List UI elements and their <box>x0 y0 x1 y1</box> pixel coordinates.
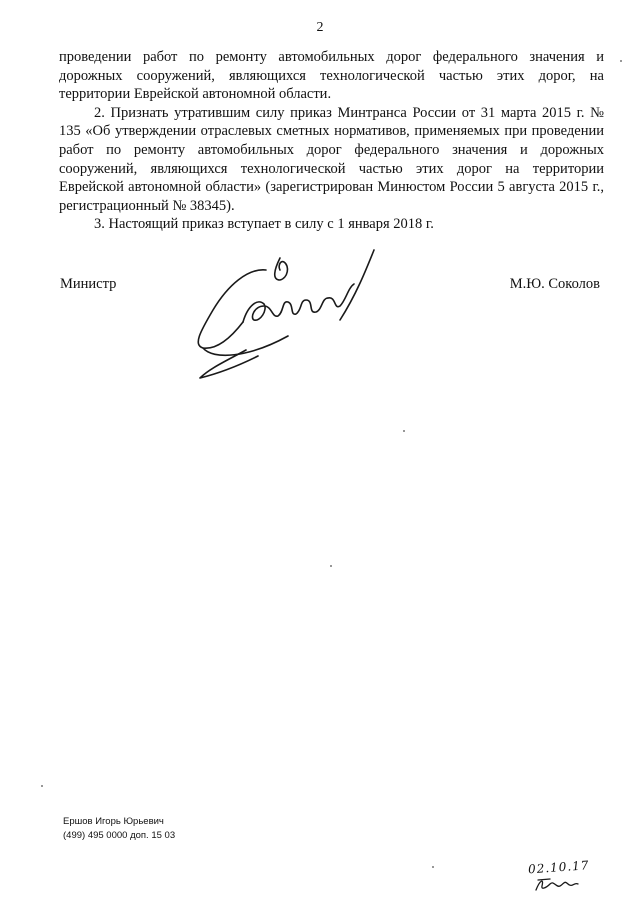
executor-name: Ершов Игорь Юрьевич <box>63 816 164 827</box>
handwritten-note <box>528 860 598 900</box>
scan-speck <box>403 430 405 432</box>
scan-speck <box>41 785 43 787</box>
scan-speck <box>330 565 332 567</box>
executor-phone: (499) 495 0000 доп. 15 03 <box>63 830 176 841</box>
signer-name: М.Ю. Соколов <box>509 276 600 292</box>
page-number: 2 <box>316 20 324 35</box>
paragraph-3: 3. Настоящий приказ вступает в силу с 1 января 2018 г. <box>94 216 434 233</box>
paragraph-continuation: проведении работ по ремонту автомобильных дорог федерального значения и дорожных сооружений, являющихся технологической частью этих дорог, на территории Еврейской автономной области. <box>59 49 604 103</box>
handwritten-date: 02.10.17 <box>527 858 590 877</box>
scan-speck <box>620 60 622 62</box>
executor-info <box>63 815 175 843</box>
paragraph-2: 2. Признать утратившим силу приказ Минтранса России от 31 марта 2015 г. № 135 «Об утверждении отраслевых сметных нормативов, применяемых при проведении работ по ремонту автомобильных дорог федерального значения и дорожных сооружений, являющихся технологической частью этих дорог на территории Еврейской автономной области» (зарегистрирован Минюстом России 5 августа 2015 г., регистрационный № 38345). <box>59 104 604 214</box>
scan-speck <box>432 866 434 868</box>
document-body <box>59 48 604 234</box>
handwritten-signature-icon <box>188 240 388 390</box>
handwritten-initials-icon <box>528 874 588 894</box>
signer-title: Министр <box>60 276 117 292</box>
